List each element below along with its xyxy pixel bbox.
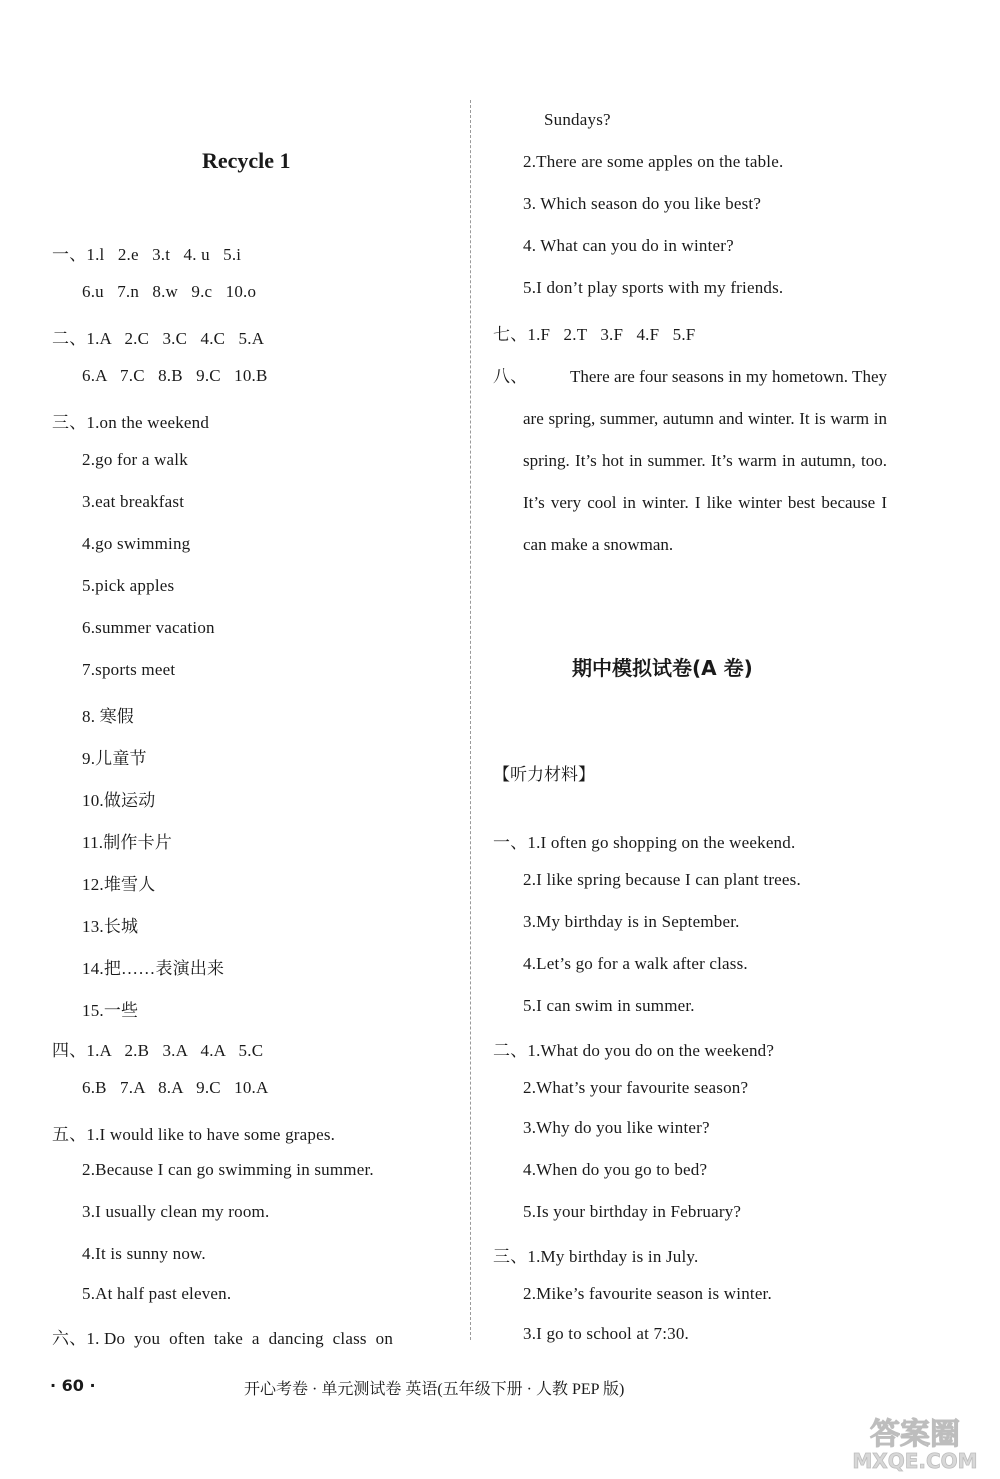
- left-line: [82, 366, 268, 386]
- left-line: [82, 1078, 268, 1098]
- answer-text: 1.A 2.B 3.A 4.A 5.C: [86, 1041, 264, 1060]
- book-title: 开心考卷 · 单元测试卷 英语(五年级下册 · 人教 PEP 版): [244, 1381, 625, 1398]
- watermark-line1: 答案圈: [870, 1417, 960, 1452]
- question-number-label: 三、: [52, 413, 87, 432]
- right-line: 3. Which season do you like best?: [523, 194, 762, 213]
- left-line: [82, 450, 188, 470]
- question-number-label: 四、: [52, 1041, 87, 1060]
- answer-text: 2.go for a walk: [82, 450, 188, 469]
- answer-text: 6.A 7.C 8.B 9.C 10.B: [82, 366, 268, 385]
- left-line: [52, 240, 241, 265]
- answer-text: 5.At half past eleven.: [82, 1284, 232, 1303]
- right-line: 4.When do you go to bed?: [523, 1160, 708, 1179]
- left-line: [82, 492, 184, 512]
- answer-text: 10.做运动: [82, 791, 156, 810]
- left-line: [82, 954, 224, 979]
- page-number: · 60 ·: [50, 1376, 96, 1395]
- left-line: [82, 786, 155, 811]
- answer-text: 4.go swimming: [82, 534, 191, 553]
- column-divider: [470, 100, 471, 1340]
- answer-text: 13.长城: [82, 917, 139, 936]
- question-number-label: 二、: [52, 329, 87, 348]
- left-line: [82, 744, 147, 769]
- answer-text: 9.儿童节: [82, 749, 147, 768]
- right-line: 二、1.What do you do on the weekend?: [493, 1041, 775, 1060]
- question-number-label: 五、: [52, 1125, 87, 1144]
- question-number-label: 六、: [52, 1329, 87, 1348]
- answer-text: 3.eat breakfast: [82, 492, 185, 511]
- answer-text: 6.u 7.n 8.w 9.c 10.o: [82, 282, 257, 301]
- essay-text: There are four seasons in my hometown. They are spring, summer, autumn and winter. It is warm in spring. It’s hot in summer. It’s warm in autumn, too. It’s very cool in winter. I like winter best because I can make a snowman.: [523, 367, 887, 554]
- left-line: [82, 1244, 206, 1264]
- left-line: [52, 1324, 393, 1349]
- answer-text: 5.pick apples: [82, 576, 175, 595]
- left-line: [82, 870, 155, 895]
- right-line: 3.My birthday is in September.: [523, 912, 740, 931]
- essay-paragraph: [523, 356, 887, 566]
- answer-text: 1.on the weekend: [86, 413, 210, 432]
- listening-material-heading: 【听力材料】: [493, 765, 595, 785]
- left-line: [82, 1202, 269, 1222]
- right-line: 5.I don’t play sports with my friends.: [523, 278, 784, 297]
- right-line: 5.Is your birthday in February?: [523, 1202, 742, 1221]
- left-line: [52, 324, 264, 349]
- right-line: 一、1.I often go shopping on the weekend.: [493, 833, 796, 852]
- right-line: 2.I like spring because I can plant trees.: [523, 870, 801, 889]
- question-number-label: 一、: [52, 245, 87, 264]
- answer-text: 15.一些: [82, 1001, 139, 1020]
- right-line: 3.I go to school at 7:30.: [523, 1324, 690, 1343]
- answer-text: 7.sports meet: [82, 660, 176, 679]
- left-line: [82, 618, 215, 638]
- right-line: 2.There are some apples on the table.: [523, 152, 784, 171]
- answer-text: 3.I usually clean my room.: [82, 1202, 270, 1221]
- right-line: 5.I can swim in summer.: [523, 996, 695, 1015]
- right-line: 2.What’s your favourite season?: [523, 1078, 749, 1097]
- right-line: 三、1.My birthday is in July.: [493, 1247, 699, 1266]
- right-line: 3.Why do you like winter?: [523, 1118, 710, 1137]
- answer-text: 6.B 7.A 8.A 9.C 10.A: [82, 1078, 269, 1097]
- watermark-line2: MXQE.COM: [852, 1449, 978, 1473]
- left-line: [52, 408, 209, 433]
- left-line: [82, 534, 190, 554]
- left-line: [82, 660, 175, 680]
- left-line: [82, 828, 172, 853]
- answer-text: 1.I would like to have some grapes.: [86, 1125, 336, 1144]
- answer-text: 14.把……表演出来: [82, 959, 225, 978]
- answer-text: 8. 寒假: [82, 707, 134, 726]
- right-line: Sundays?: [544, 110, 611, 129]
- answer-text: 4.It is sunny now.: [82, 1244, 206, 1263]
- right-line: 七、1.F 2.T 3.F 4.F 5.F: [493, 325, 696, 344]
- left-line: [52, 1036, 263, 1061]
- answer-text: 6.summer vacation: [82, 618, 215, 637]
- left-line: [82, 912, 138, 937]
- watermark-logo: [840, 1410, 990, 1474]
- answer-text: 2.Because I can go swimming in summer.: [82, 1160, 374, 1179]
- left-line: [82, 282, 256, 302]
- left-line: [52, 1120, 335, 1145]
- left-line: [82, 996, 138, 1021]
- left-line: [82, 1160, 374, 1180]
- answer-text: 1. Do you often take a dancing class on: [86, 1329, 394, 1348]
- right-line: 2.Mike’s favourite season is winter.: [523, 1284, 772, 1303]
- right-line: 4. What can you do in winter?: [523, 236, 734, 255]
- left-line: [82, 576, 174, 596]
- section-title-midterm: 期中模拟试卷(A 卷): [572, 656, 753, 680]
- answer-text: 12.堆雪人: [82, 875, 156, 894]
- right-line: 4.Let’s go for a walk after class.: [523, 954, 748, 973]
- question-eight-label: 八、: [493, 367, 528, 386]
- answer-text: 1.l 2.e 3.t 4. u 5.i: [86, 245, 242, 264]
- answer-text: 1.A 2.C 3.C 4.C 5.A: [86, 329, 265, 348]
- section-title-recycle-1: Recycle 1: [202, 148, 291, 173]
- left-line: [82, 702, 134, 727]
- answer-text: 11.制作卡片: [82, 833, 173, 852]
- left-line: [82, 1284, 231, 1304]
